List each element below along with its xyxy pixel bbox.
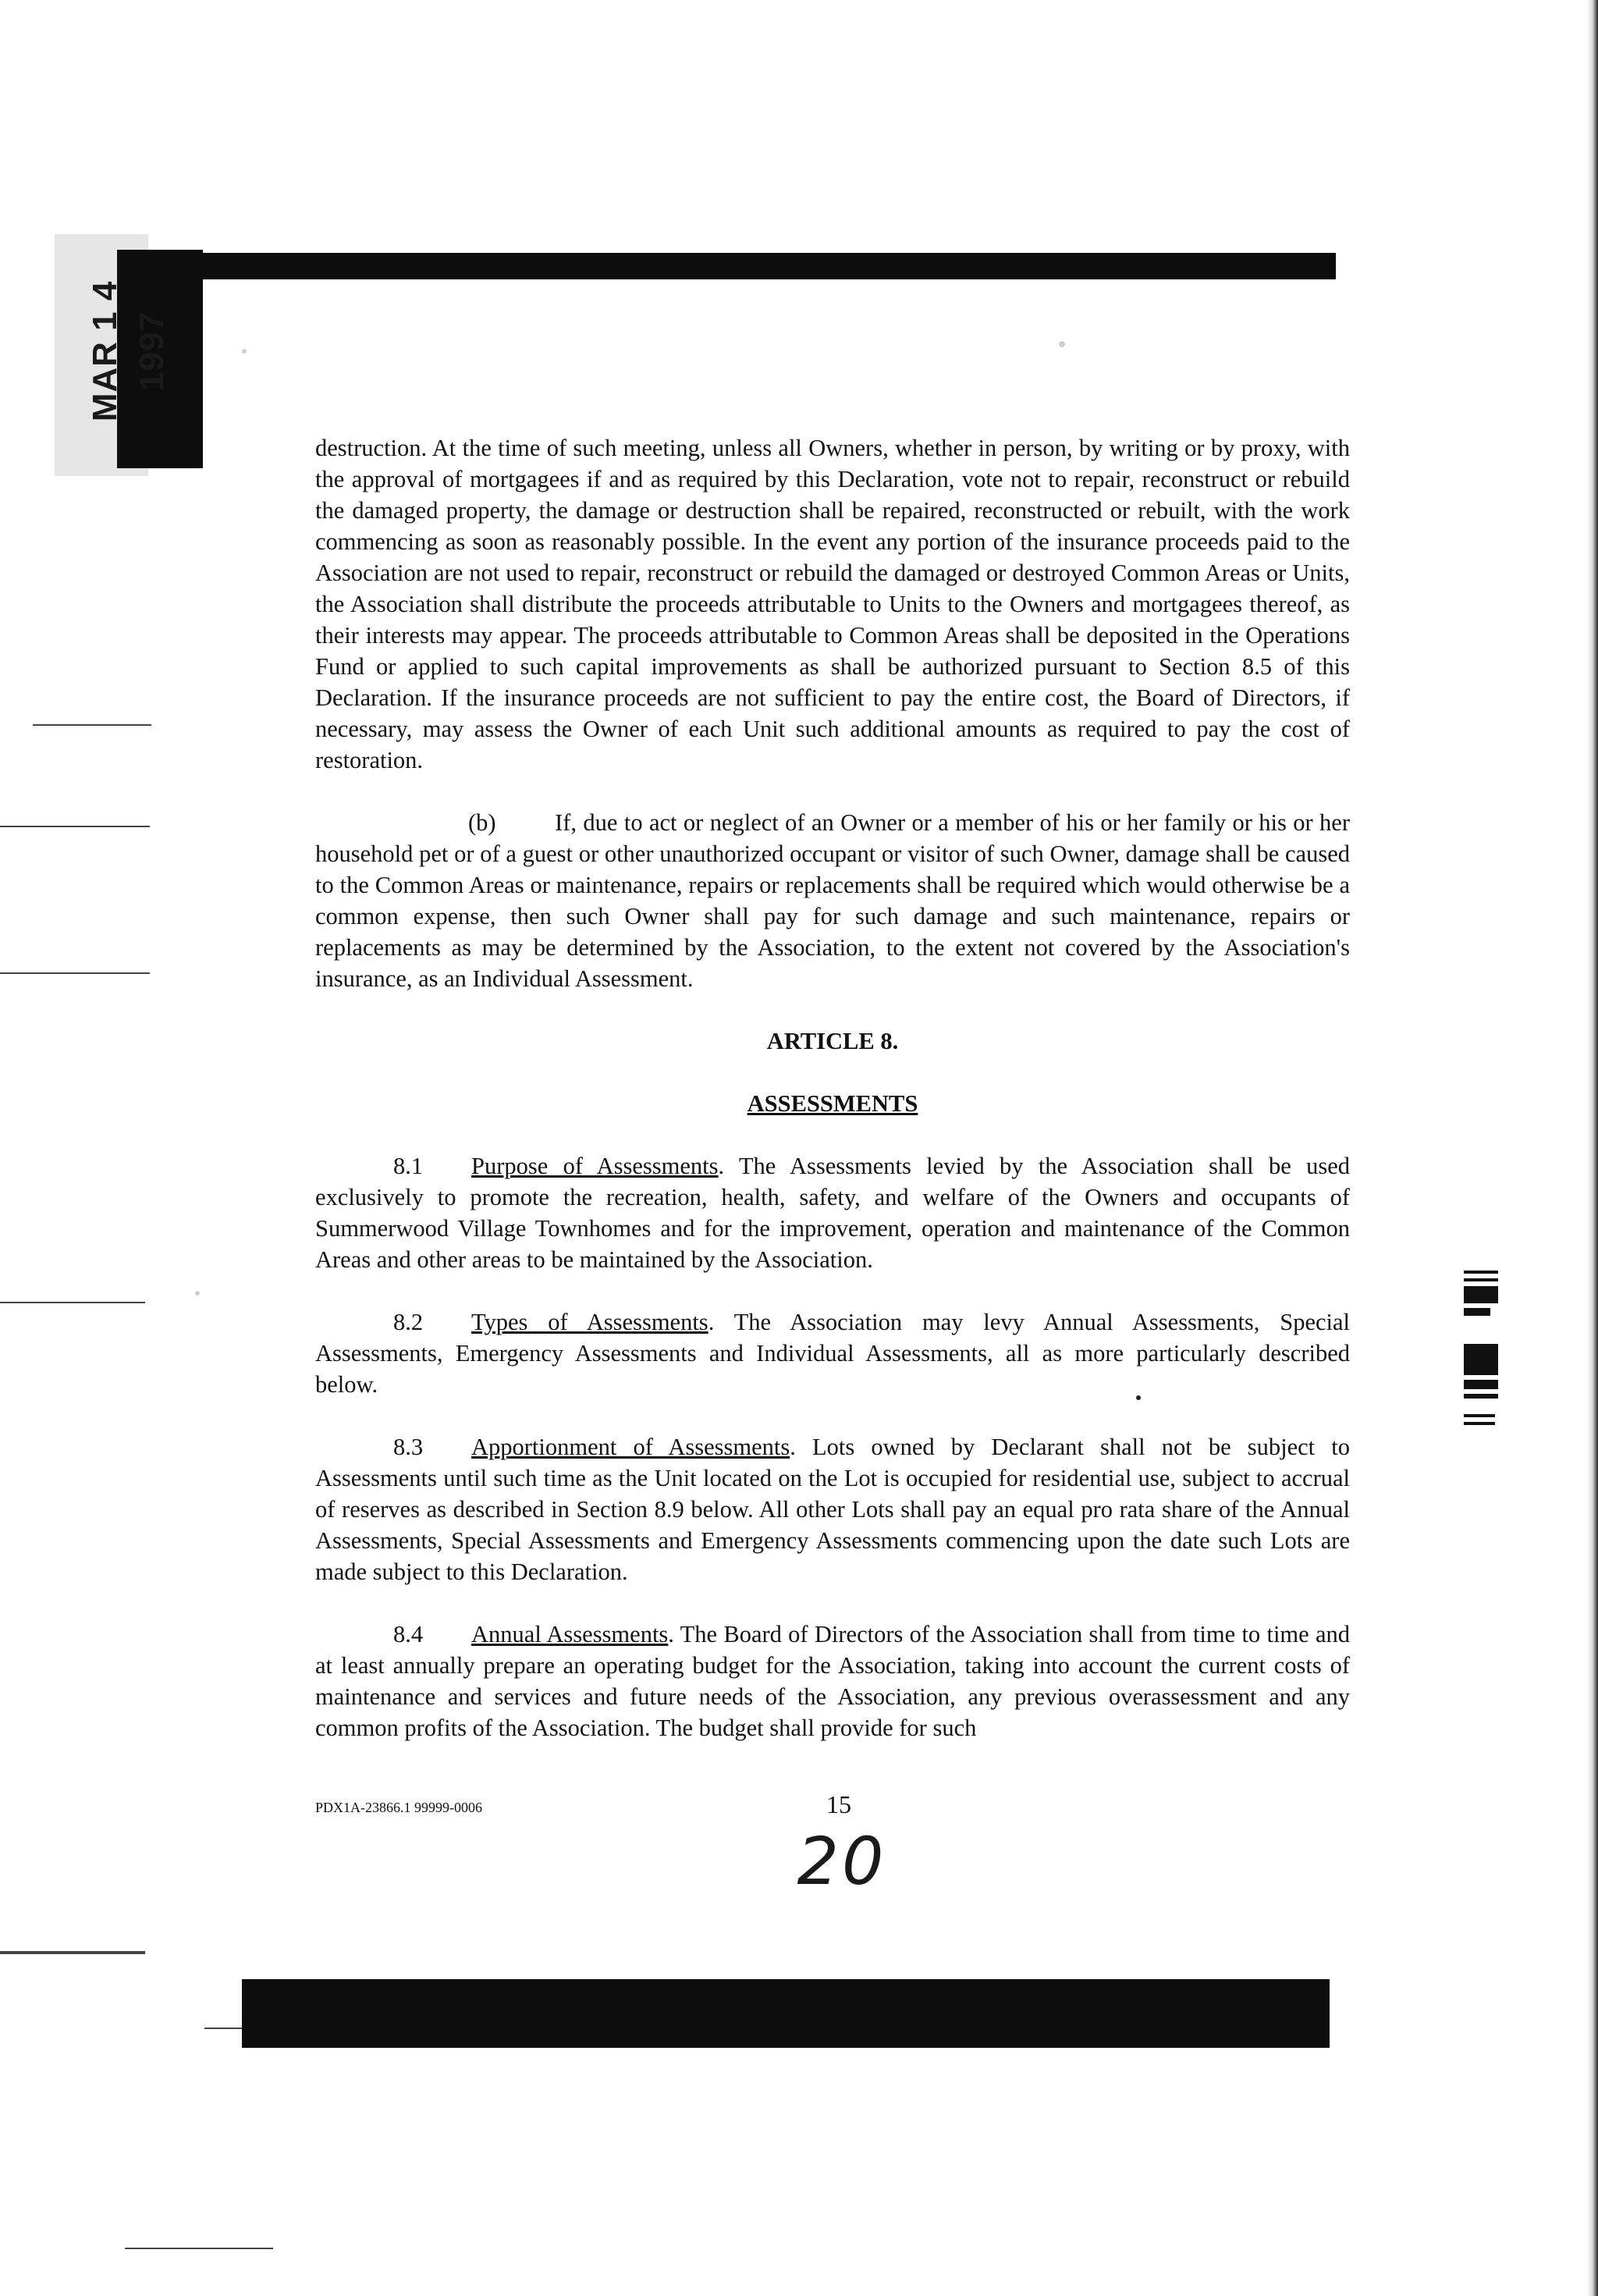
page-number: 15	[826, 1790, 851, 1818]
article-title: ASSESSMENTS	[747, 1090, 918, 1117]
paragraph-b-label: (b)	[468, 809, 496, 836]
scan-right-edge	[1587, 0, 1598, 2296]
top-scan-bar	[109, 253, 1336, 279]
section-title: Annual Assessments	[471, 1621, 669, 1647]
section-8-1	[315, 1150, 1350, 1275]
section-title: Types of Assessments	[471, 1309, 708, 1335]
section-text: . Lots owned by Declarant shall not be subject to Assessments until such time as the Unit located on the Lot is occupied for residential use, subject to accrual of reserves as described in Section 8.9 below. All other Lots shall pay an equal pro rata share of the Annual Assessments, Special Assessments and Emergency Assessments commencing upon the date such Lots are made subject to this Declaration.	[315, 1434, 1350, 1585]
scan-speck	[1059, 341, 1065, 347]
paragraph-b-text: If, due to act or neglect of an Owner or a member of his or her family or his or her household pet or of a guest or other unauthorized occupant or visitor of such Owner, damage shall be caused to the Common Areas or maintenance, repairs or replacements shall be required which would otherwise be a common expense, then such Owner shall pay for such damage and such maintenance, repairs or replacements as may be determined by the Association, to the extent not covered by the Association's insurance, as an Individual Assessment.	[315, 809, 1350, 992]
handwritten-page-number: 20	[797, 1823, 887, 1900]
section-number: 8.4	[393, 1621, 424, 1647]
section-text: . The Assessments levied by the Association shall be used exclusively to promote the recreation, health, safety, and welfare of the Owners and occupants of Summerwood Village Townhomes and for the improvement, operation and maintenance of the Common Areas and other areas to be maintained by the Association.	[315, 1153, 1350, 1273]
paragraph-destruction: destruction. At the time of such meeting, unless all Owners, whether in person, by writing or by proxy, with the approval of mortgagees if and as required by this Declaration, vote not to repair, reconstruct or rebuild the damaged property, the damage or destruction shall be repaired, reconstructed or rebuilt, with the work commencing as soon as reasonably possible. In the event any portion of the insurance proceeds paid to the Association are not used to repair, reconstruct or rebuild the damaged or destroyed Common Areas or Units, the Association shall distribute the proceeds attributable to Units to the Owners and mortgagees thereof, as their interests may appear. The proceeds attributable to Common Areas shall be deposited in the Operations Fund or applied to such capital improvements as shall be authorized pursuant to Section 8.5 of this Declaration. If the insurance proceeds are not sufficient to pay the entire cost, the Board of Directors, if necessary, may assess the Owner of each Unit such additional amounts as required to pay the cost of restoration.	[315, 435, 1350, 773]
section-title: Purpose of Assessments	[471, 1153, 719, 1179]
margin-barcode	[1464, 1271, 1500, 1430]
scan-speck	[242, 349, 247, 354]
document-body	[315, 432, 1350, 1743]
left-margin-rule	[0, 826, 150, 827]
left-margin-rule	[0, 972, 150, 974]
section-number: 8.2	[393, 1309, 424, 1335]
left-margin-rule	[0, 1951, 145, 1954]
section-number: 8.1	[393, 1153, 424, 1179]
section-title: Apportionment of Assessments	[471, 1434, 790, 1460]
scan-speck	[195, 1291, 200, 1295]
document-code: PDX1A-23866.1 99999-0006	[315, 1800, 482, 1815]
left-margin-rule	[33, 724, 151, 726]
left-margin-rule	[204, 2028, 242, 2029]
article-heading: ARTICLE 8.	[766, 1028, 899, 1054]
stamp-date-text: MAR 1 4 1997	[86, 280, 171, 422]
section-text: . The Association may levy Annual Assessments, Special Assessments, Emergency Assessments and Individual Assessments, all as more particularly described below.	[315, 1309, 1351, 1398]
section-text: . The Board of Directors of the Association shall from time to time and at least annually prepare an operating budget for the Association, taking into account the current costs of maintenance and services and future needs of the Association, any previous overassessment and any common profits of the Association. The budget shall provide for such	[315, 1621, 1350, 1741]
bottom-scan-bar	[242, 1979, 1330, 2048]
left-margin-rule	[0, 1302, 145, 1303]
left-margin-rule	[125, 2248, 273, 2249]
received-date-stamp	[55, 234, 171, 476]
paragraph-b	[315, 807, 1350, 994]
section-8-3	[315, 1431, 1350, 1587]
section-8-2	[315, 1306, 1350, 1400]
section-number: 8.3	[393, 1434, 424, 1460]
section-8-4	[315, 1619, 1350, 1743]
